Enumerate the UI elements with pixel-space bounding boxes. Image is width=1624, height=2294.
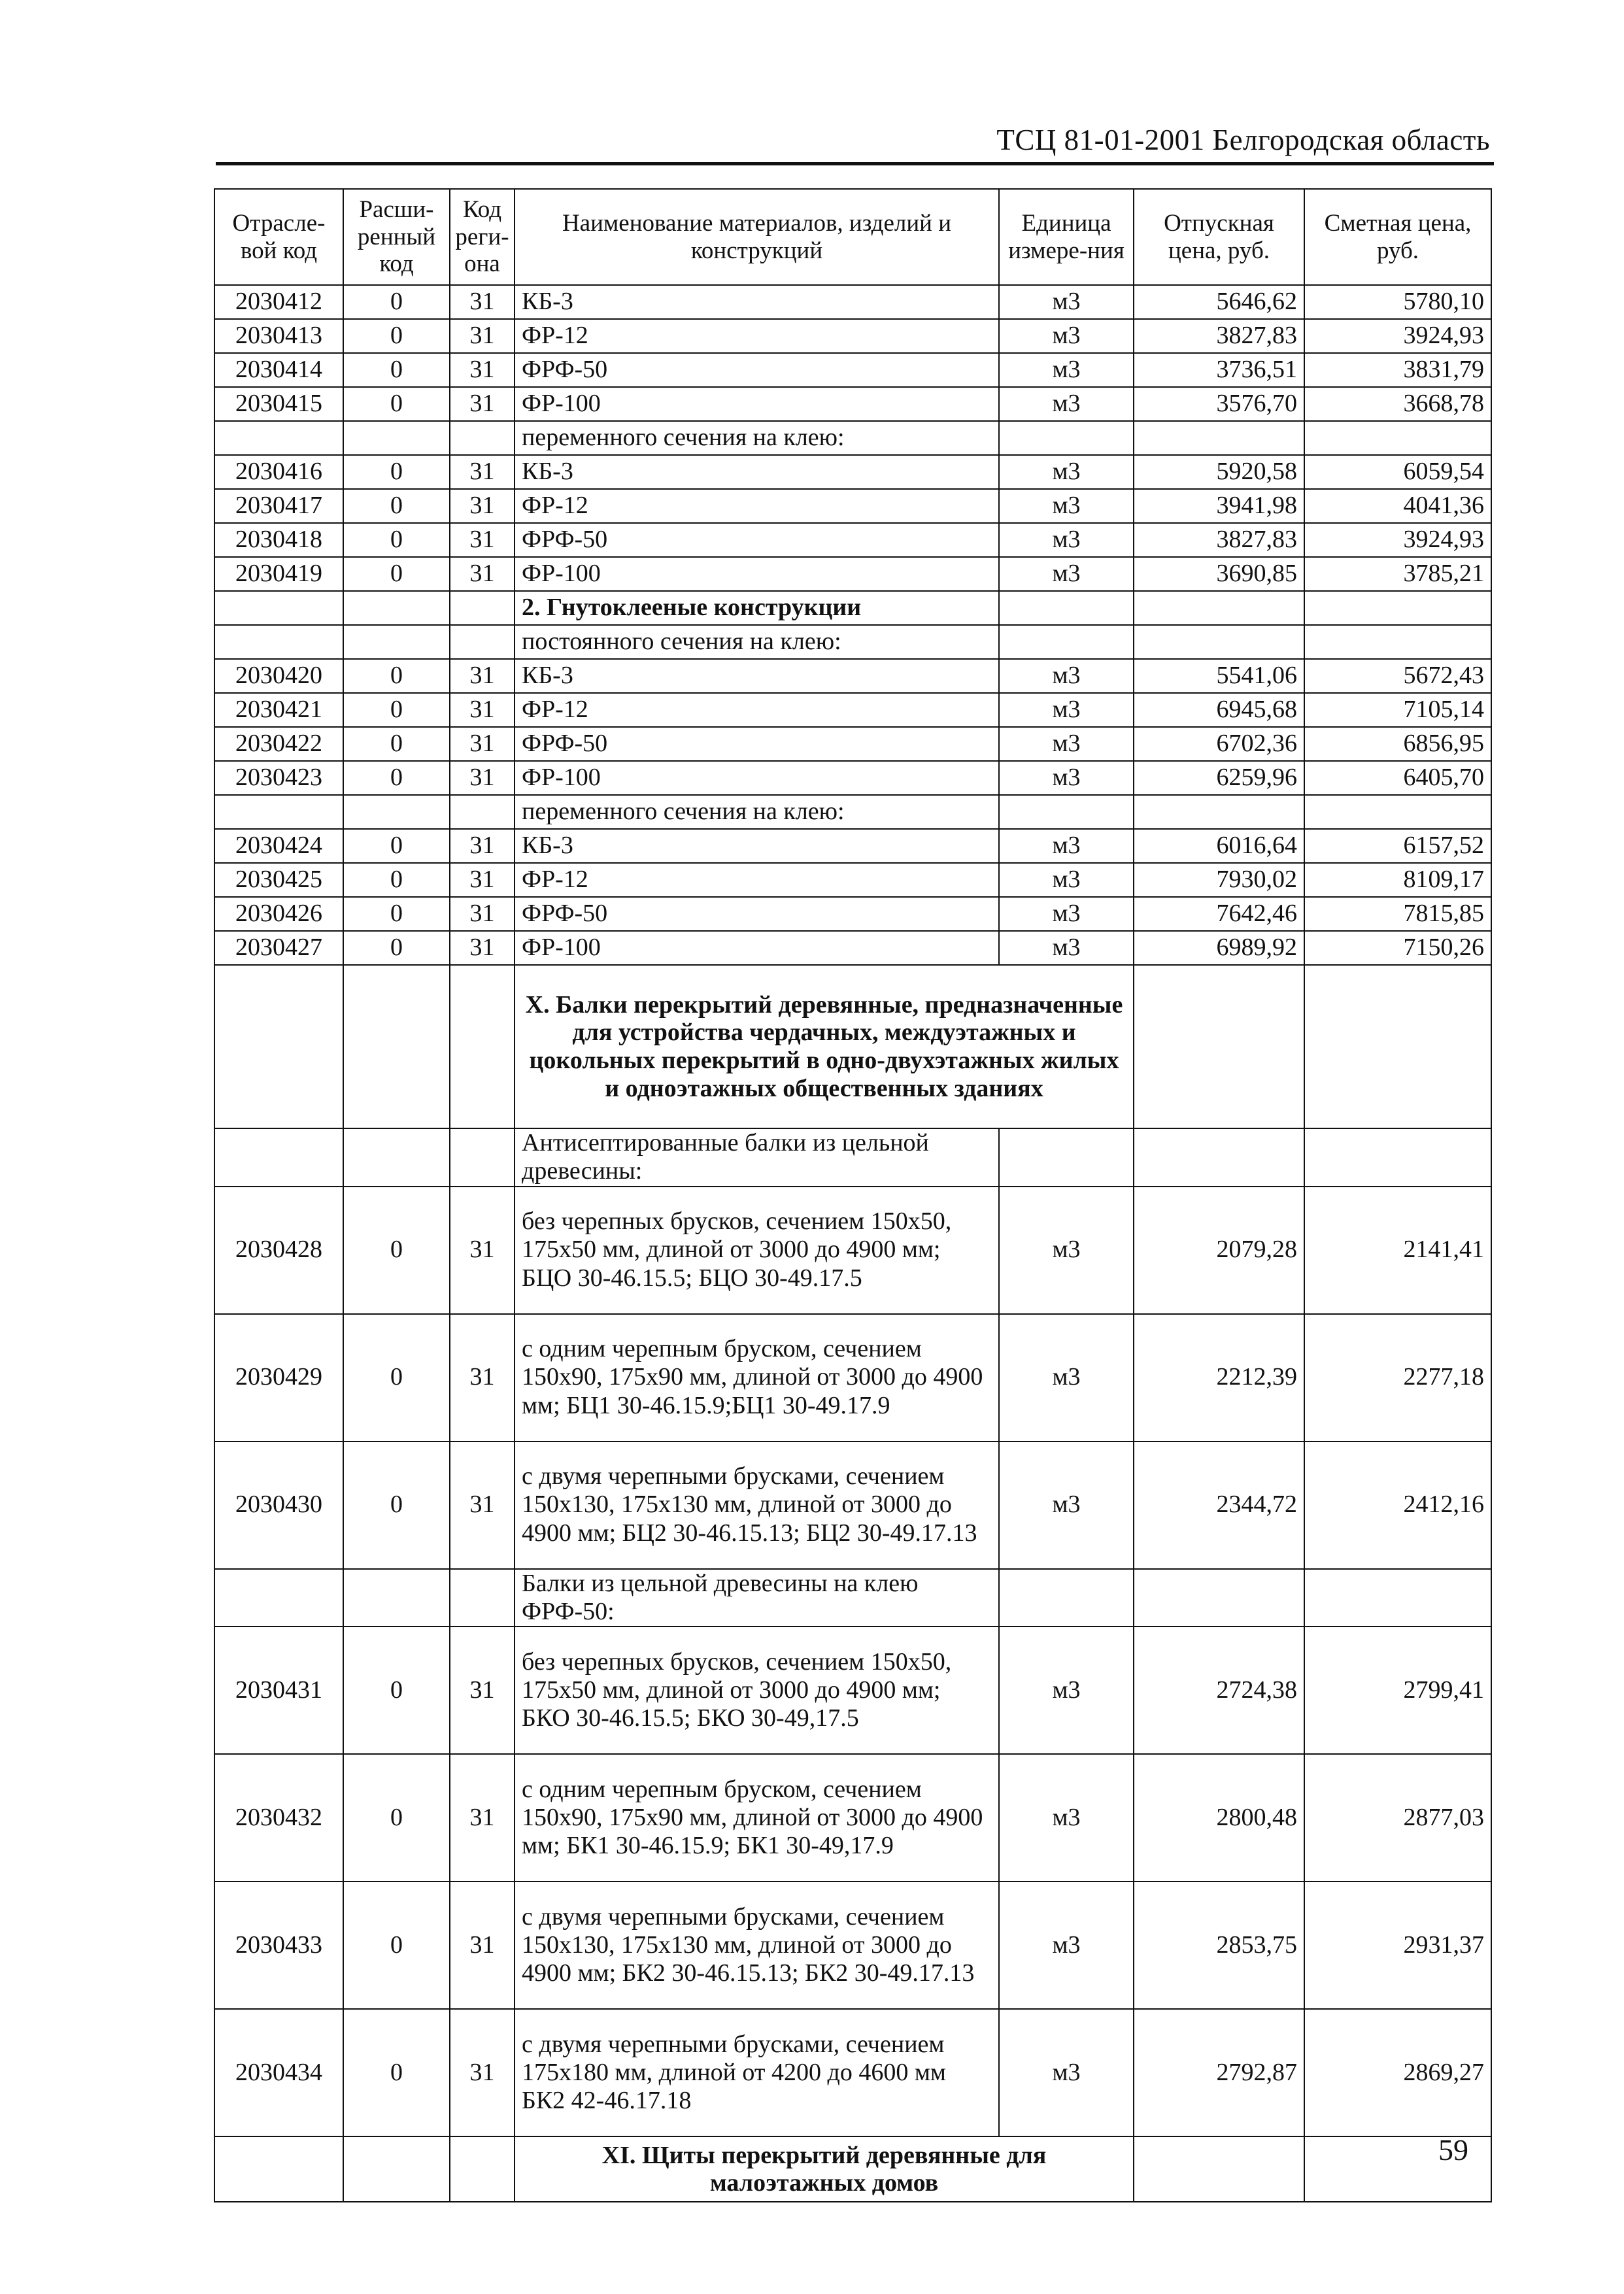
cell-empty xyxy=(450,591,515,625)
cell-empty xyxy=(999,1569,1134,1627)
cell-release-price: 6989,92 xyxy=(1134,931,1304,965)
table-row xyxy=(214,1881,1491,2009)
cell-name: ФР-12 xyxy=(515,693,999,727)
cell-extended-code: 0 xyxy=(343,455,450,489)
cell-sector-code: 2030428 xyxy=(214,1187,343,1314)
cell-sector-code: 2030420 xyxy=(214,659,343,693)
table-row xyxy=(214,319,1491,353)
cell-region-code: 31 xyxy=(450,659,515,693)
cell-release-price: 2212,39 xyxy=(1134,1314,1304,1442)
cell-estimate-price: 3924,93 xyxy=(1304,319,1491,353)
cell-region-code: 31 xyxy=(450,387,515,421)
cell-empty xyxy=(1304,421,1491,455)
column-header-name: Наименование материалов, изделий и конструкций xyxy=(515,189,999,285)
cell-unit: м3 xyxy=(999,1314,1134,1442)
table-row xyxy=(214,795,1491,829)
document-title: ТСЦ 81-01-2001 Белгородская область xyxy=(996,124,1490,156)
table-row xyxy=(214,1187,1491,1314)
cell-region-code: 31 xyxy=(450,1754,515,1881)
section-title: X. Балки перекрытий деревянные, предназначенные для устройства чердачных, междуэтажных и цокольных перекрытий в одно-двухэтажных жилых и одноэтажных общественных зданиях xyxy=(515,965,1134,1128)
cell-estimate-price: 2877,03 xyxy=(1304,1754,1491,1881)
table-row xyxy=(214,863,1491,897)
table-row xyxy=(214,353,1491,387)
table-row xyxy=(214,285,1491,319)
cell-unit: м3 xyxy=(999,1627,1134,1754)
cell-name: КБ-3 xyxy=(515,455,999,489)
cell-region-code: 31 xyxy=(450,1627,515,1754)
cell-release-price: 7930,02 xyxy=(1134,863,1304,897)
cell-region-code: 31 xyxy=(450,727,515,761)
cell-empty xyxy=(1134,421,1304,455)
cell-unit: м3 xyxy=(999,2009,1134,2136)
table-row xyxy=(214,1569,1491,1627)
cell-extended-code: 0 xyxy=(343,727,450,761)
cell-sector-code: 2030421 xyxy=(214,693,343,727)
cell-region-code: 31 xyxy=(450,693,515,727)
cell-estimate-price: 3924,93 xyxy=(1304,523,1491,557)
cell-extended-code: 0 xyxy=(343,761,450,795)
cell-unit: м3 xyxy=(999,1442,1134,1569)
cell-sector-code: 2030422 xyxy=(214,727,343,761)
cell-release-price: 2800,48 xyxy=(1134,1754,1304,1881)
subgroup-label: переменного сечения на клею: xyxy=(515,795,999,829)
cell-extended-code: 0 xyxy=(343,2009,450,2136)
cell-empty xyxy=(214,795,343,829)
cell-name: с одним черепным бруском, сечением 150х90, 175х90 мм, длиной от 3000 до 4900 мм; БК1 30-46.15.9; БК1 30-49,17.9 xyxy=(515,1754,999,1881)
cell-estimate-price: 7815,85 xyxy=(1304,897,1491,931)
cell-release-price: 2344,72 xyxy=(1134,1442,1304,1569)
cell-sector-code: 2030427 xyxy=(214,931,343,965)
cell-region-code: 31 xyxy=(450,557,515,591)
cell-region-code: 31 xyxy=(450,829,515,863)
cell-estimate-price: 7105,14 xyxy=(1304,693,1491,727)
cell-extended-code: 0 xyxy=(343,693,450,727)
cell-name: ФР-12 xyxy=(515,863,999,897)
table-row xyxy=(214,761,1491,795)
cell-empty xyxy=(214,625,343,659)
table-row xyxy=(214,523,1491,557)
cell-unit: м3 xyxy=(999,319,1134,353)
cell-extended-code: 0 xyxy=(343,523,450,557)
cell-unit: м3 xyxy=(999,1881,1134,2009)
cell-sector-code: 2030429 xyxy=(214,1314,343,1442)
cell-release-price: 3736,51 xyxy=(1134,353,1304,387)
cell-empty xyxy=(214,965,343,1128)
cell-estimate-price: 7150,26 xyxy=(1304,931,1491,965)
table-row xyxy=(214,1754,1491,1881)
cell-extended-code: 0 xyxy=(343,1754,450,1881)
cell-extended-code: 0 xyxy=(343,1627,450,1754)
cell-region-code: 31 xyxy=(450,931,515,965)
cell-unit: м3 xyxy=(999,523,1134,557)
cell-name: ФР-100 xyxy=(515,931,999,965)
cell-release-price: 3941,98 xyxy=(1134,489,1304,523)
group-heading: 2. Гнутоклееные конструкции xyxy=(515,591,999,625)
cell-name: с двумя черепными брусками, сечением 175х180 мм, длиной от 4200 до 4600 мм БК2 42-46.17.18 xyxy=(515,2009,999,2136)
cell-empty xyxy=(1304,1128,1491,1187)
cell-region-code: 31 xyxy=(450,761,515,795)
cell-region-code: 31 xyxy=(450,353,515,387)
cell-region-code: 31 xyxy=(450,1187,515,1314)
table-row xyxy=(214,2009,1491,2136)
cell-empty xyxy=(1304,1569,1491,1627)
cell-empty xyxy=(1304,965,1491,1128)
cell-name: ФР-12 xyxy=(515,489,999,523)
cell-empty xyxy=(343,421,450,455)
cell-estimate-price: 2141,41 xyxy=(1304,1187,1491,1314)
cell-release-price: 3827,83 xyxy=(1134,523,1304,557)
cell-estimate-price: 5672,43 xyxy=(1304,659,1491,693)
cell-extended-code: 0 xyxy=(343,1314,450,1442)
cell-name: с одним черепным бруском, сечением 150х90, 175х90 мм, длиной от 3000 до 4900 мм; БЦ1 30-46.15.9;БЦ1 30-49.17.9 xyxy=(515,1314,999,1442)
cell-extended-code: 0 xyxy=(343,285,450,319)
cell-empty xyxy=(999,421,1134,455)
subgroup-label: Антисептированные балки из цельной древесины: xyxy=(515,1128,999,1187)
cell-empty xyxy=(214,591,343,625)
cell-estimate-price: 2931,37 xyxy=(1304,1881,1491,2009)
cell-empty xyxy=(450,1569,515,1627)
cell-name: КБ-3 xyxy=(515,285,999,319)
cell-empty xyxy=(450,795,515,829)
table-row xyxy=(214,1128,1491,1187)
column-header-extended-code: Расши-ренный код xyxy=(343,189,450,285)
cell-release-price: 6259,96 xyxy=(1134,761,1304,795)
cell-estimate-price: 5780,10 xyxy=(1304,285,1491,319)
cell-release-price: 2792,87 xyxy=(1134,2009,1304,2136)
cell-estimate-price: 3668,78 xyxy=(1304,387,1491,421)
cell-extended-code: 0 xyxy=(343,489,450,523)
cell-unit: м3 xyxy=(999,353,1134,387)
cell-empty xyxy=(214,1128,343,1187)
column-header-unit: Единица измере-ния xyxy=(999,189,1134,285)
cell-release-price: 6945,68 xyxy=(1134,693,1304,727)
cell-unit: м3 xyxy=(999,1754,1134,1881)
cell-extended-code: 0 xyxy=(343,863,450,897)
cell-sector-code: 2030424 xyxy=(214,829,343,863)
table-row xyxy=(214,1442,1491,1569)
cell-unit: м3 xyxy=(999,489,1134,523)
table-row xyxy=(214,1627,1491,1754)
table-row xyxy=(214,489,1491,523)
cell-release-price: 5541,06 xyxy=(1134,659,1304,693)
table-row xyxy=(214,421,1491,455)
cell-empty xyxy=(1134,591,1304,625)
cell-name: ФРФ-50 xyxy=(515,897,999,931)
cell-release-price: 5646,62 xyxy=(1134,285,1304,319)
cell-release-price: 2724,38 xyxy=(1134,1627,1304,1754)
cell-unit: м3 xyxy=(999,931,1134,965)
cell-release-price: 3576,70 xyxy=(1134,387,1304,421)
cell-extended-code: 0 xyxy=(343,1442,450,1569)
cell-unit: м3 xyxy=(999,285,1134,319)
cell-estimate-price: 4041,36 xyxy=(1304,489,1491,523)
cell-name: без черепных брусков, сечением 150х50, 175х50 мм, длиной от 3000 до 4900 мм; БКО 30-46.15.5; БКО 30-49,17.5 xyxy=(515,1627,999,1754)
cell-estimate-price: 2277,18 xyxy=(1304,1314,1491,1442)
cell-empty xyxy=(214,421,343,455)
cell-unit: м3 xyxy=(999,829,1134,863)
table-row xyxy=(214,897,1491,931)
table-row xyxy=(214,387,1491,421)
table-row xyxy=(214,727,1491,761)
column-header-release-price: Отпускная цена, руб. xyxy=(1134,189,1304,285)
cell-extended-code: 0 xyxy=(343,353,450,387)
cell-name: ФР-100 xyxy=(515,761,999,795)
cell-region-code: 31 xyxy=(450,285,515,319)
cell-estimate-price: 6856,95 xyxy=(1304,727,1491,761)
cell-region-code: 31 xyxy=(450,489,515,523)
cell-empty xyxy=(343,591,450,625)
cell-release-price: 7642,46 xyxy=(1134,897,1304,931)
cell-release-price: 5920,58 xyxy=(1134,455,1304,489)
subgroup-label: Балки из цельной древесины на клею ФРФ-50: xyxy=(515,1569,999,1627)
cell-extended-code: 0 xyxy=(343,829,450,863)
cell-empty xyxy=(450,421,515,455)
cell-release-price: 2079,28 xyxy=(1134,1187,1304,1314)
cell-release-price: 2853,75 xyxy=(1134,1881,1304,2009)
cell-region-code: 31 xyxy=(450,863,515,897)
cell-estimate-price: 6405,70 xyxy=(1304,761,1491,795)
table-row xyxy=(214,965,1491,1128)
cell-name: с двумя черепными брусками, сечением 150х130, 175х130 мм, длиной от 3000 до 4900 мм; БЦ2 30-46.15.13; БЦ2 30-49.17.13 xyxy=(515,1442,999,1569)
cell-name: с двумя черепными брусками, сечением 150х130, 175х130 мм, длиной от 3000 до 4900 мм; БК2 30-46.15.13; БК2 30-49.17.13 xyxy=(515,1881,999,2009)
table-row xyxy=(214,829,1491,863)
cell-estimate-price: 3785,21 xyxy=(1304,557,1491,591)
cell-empty xyxy=(214,1569,343,1627)
column-header-region-code: Код реги-она xyxy=(450,189,515,285)
table-row xyxy=(214,557,1491,591)
cell-region-code: 31 xyxy=(450,1314,515,1442)
cell-empty xyxy=(343,1569,450,1627)
cell-sector-code: 2030432 xyxy=(214,1754,343,1881)
cell-sector-code: 2030433 xyxy=(214,1881,343,2009)
cell-sector-code: 2030431 xyxy=(214,1627,343,1754)
page-number: 59 xyxy=(1438,2133,1468,2167)
cell-empty xyxy=(450,2136,515,2202)
cell-empty xyxy=(450,1128,515,1187)
cell-sector-code: 2030412 xyxy=(214,285,343,319)
cell-empty xyxy=(343,2136,450,2202)
cell-unit: м3 xyxy=(999,863,1134,897)
cell-name: ФР-100 xyxy=(515,387,999,421)
cell-name: КБ-3 xyxy=(515,829,999,863)
table-row xyxy=(214,455,1491,489)
cell-empty xyxy=(999,625,1134,659)
cell-empty xyxy=(1134,965,1304,1128)
cell-estimate-price: 8109,17 xyxy=(1304,863,1491,897)
cell-name: ФРФ-50 xyxy=(515,353,999,387)
cell-sector-code: 2030430 xyxy=(214,1442,343,1569)
cell-unit: м3 xyxy=(999,387,1134,421)
cell-empty xyxy=(1134,2136,1304,2202)
cell-empty xyxy=(1134,795,1304,829)
cell-region-code: 31 xyxy=(450,319,515,353)
cell-extended-code: 0 xyxy=(343,387,450,421)
cell-release-price: 3827,83 xyxy=(1134,319,1304,353)
cell-unit: м3 xyxy=(999,897,1134,931)
table-row xyxy=(214,625,1491,659)
cell-unit: м3 xyxy=(999,761,1134,795)
cell-sector-code: 2030417 xyxy=(214,489,343,523)
table-body xyxy=(214,285,1491,2202)
cell-sector-code: 2030425 xyxy=(214,863,343,897)
cell-release-price: 3690,85 xyxy=(1134,557,1304,591)
cell-sector-code: 2030414 xyxy=(214,353,343,387)
cell-unit: м3 xyxy=(999,1187,1134,1314)
cell-extended-code: 0 xyxy=(343,1187,450,1314)
cell-empty xyxy=(450,965,515,1128)
cell-sector-code: 2030418 xyxy=(214,523,343,557)
table-row xyxy=(214,931,1491,965)
table-row xyxy=(214,591,1491,625)
cell-unit: м3 xyxy=(999,693,1134,727)
cell-empty xyxy=(450,625,515,659)
cell-release-price: 6016,64 xyxy=(1134,829,1304,863)
cell-empty xyxy=(1304,625,1491,659)
cell-empty xyxy=(1134,1569,1304,1627)
cell-name: ФРФ-50 xyxy=(515,727,999,761)
cell-empty xyxy=(999,795,1134,829)
cell-name: ФР-12 xyxy=(515,319,999,353)
cell-release-price: 6702,36 xyxy=(1134,727,1304,761)
cell-empty xyxy=(343,625,450,659)
cell-extended-code: 0 xyxy=(343,931,450,965)
cell-empty xyxy=(214,2136,343,2202)
cell-region-code: 31 xyxy=(450,2009,515,2136)
cell-region-code: 31 xyxy=(450,455,515,489)
cell-sector-code: 2030415 xyxy=(214,387,343,421)
cell-estimate-price: 6059,54 xyxy=(1304,455,1491,489)
cell-empty xyxy=(343,1128,450,1187)
cell-name: без черепных брусков, сечением 150х50, 175х50 мм, длиной от 3000 до 4900 мм; БЦО 30-46.15.5; БЦО 30-49.17.5 xyxy=(515,1187,999,1314)
table-row xyxy=(214,693,1491,727)
table-row xyxy=(214,659,1491,693)
cell-extended-code: 0 xyxy=(343,659,450,693)
cell-extended-code: 0 xyxy=(343,319,450,353)
cell-empty xyxy=(999,1128,1134,1187)
cell-sector-code: 2030413 xyxy=(214,319,343,353)
table-row xyxy=(214,1314,1491,1442)
cell-estimate-price: 2412,16 xyxy=(1304,1442,1491,1569)
cell-extended-code: 0 xyxy=(343,1881,450,2009)
subgroup-label: переменного сечения на клею: xyxy=(515,421,999,455)
cell-sector-code: 2030426 xyxy=(214,897,343,931)
table-header xyxy=(214,189,1491,285)
cell-region-code: 31 xyxy=(450,1442,515,1569)
cell-region-code: 31 xyxy=(450,523,515,557)
cell-extended-code: 0 xyxy=(343,897,450,931)
page-header xyxy=(216,123,1494,165)
cell-name: ФР-100 xyxy=(515,557,999,591)
cell-estimate-price: 2799,41 xyxy=(1304,1627,1491,1754)
cell-name: КБ-3 xyxy=(515,659,999,693)
cell-unit: м3 xyxy=(999,727,1134,761)
cell-sector-code: 2030416 xyxy=(214,455,343,489)
cell-extended-code: 0 xyxy=(343,557,450,591)
section-title: XI. Щиты перекрытий деревянные для малоэтажных домов xyxy=(515,2136,1134,2202)
cell-empty xyxy=(999,591,1134,625)
cell-estimate-price: 2869,27 xyxy=(1304,2009,1491,2136)
column-header-estimate-price: Сметная цена, руб. xyxy=(1304,189,1491,285)
cell-empty xyxy=(1134,625,1304,659)
cell-empty xyxy=(1304,795,1491,829)
cell-empty xyxy=(343,965,450,1128)
cell-unit: м3 xyxy=(999,659,1134,693)
cell-sector-code: 2030434 xyxy=(214,2009,343,2136)
cell-estimate-price: 3831,79 xyxy=(1304,353,1491,387)
cell-name: ФРФ-50 xyxy=(515,523,999,557)
cell-empty xyxy=(1134,1128,1304,1187)
table-row xyxy=(214,2136,1491,2202)
cell-empty xyxy=(343,795,450,829)
cell-unit: м3 xyxy=(999,455,1134,489)
cell-region-code: 31 xyxy=(450,897,515,931)
cell-sector-code: 2030423 xyxy=(214,761,343,795)
cell-region-code: 31 xyxy=(450,1881,515,2009)
column-header-sector-code: Отрасле-вой код xyxy=(214,189,343,285)
cell-unit: м3 xyxy=(999,557,1134,591)
cell-empty xyxy=(1304,591,1491,625)
cell-estimate-price: 6157,52 xyxy=(1304,829,1491,863)
price-table xyxy=(214,188,1492,2202)
subgroup-label: постоянного сечения на клею: xyxy=(515,625,999,659)
cell-sector-code: 2030419 xyxy=(214,557,343,591)
